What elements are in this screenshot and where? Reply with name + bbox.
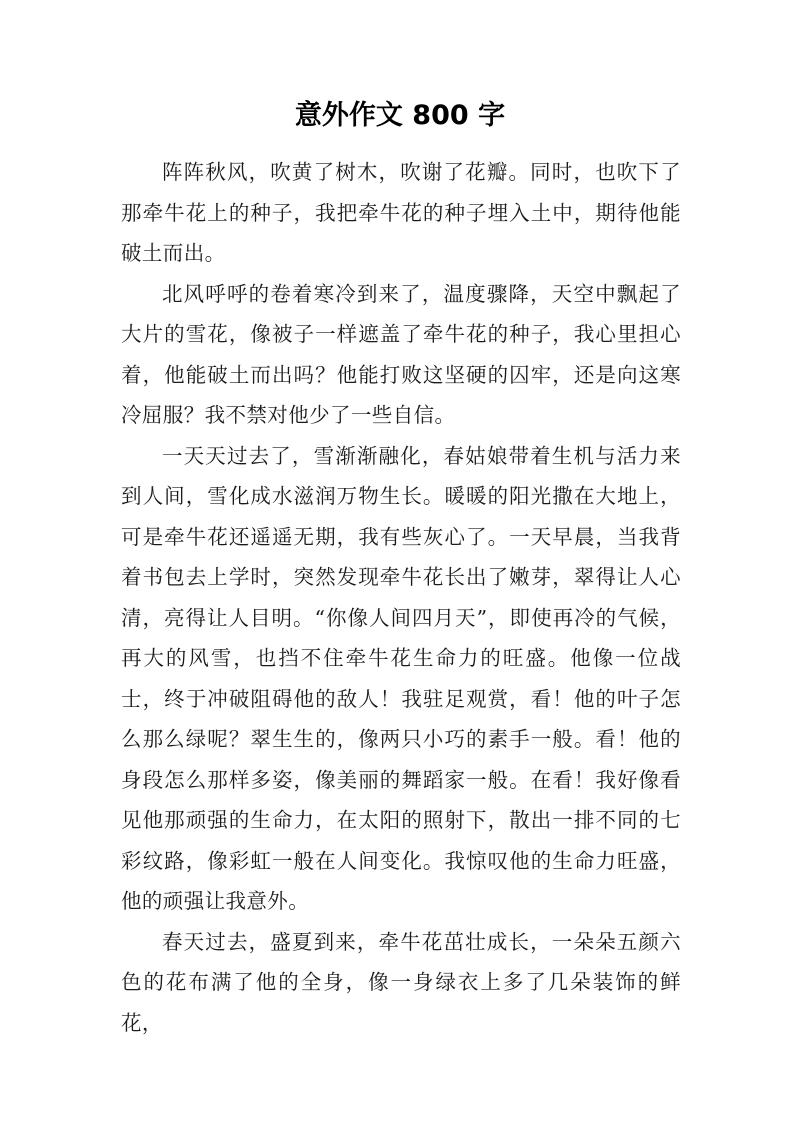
document-title: 意外作文 800 字 <box>294 100 506 131</box>
paragraph: 一天天过去了，雪渐渐融化，春姑娘带着生机与活力来到人间，雪化成水滋润万物生长。暖暖的阳光撒在大地上，可是牵牛花还遥遥无期，我有些灰心了。一天早晨，当我背着书包去上学时，突然发现牵牛花长出了嫩芽，翠得让人心清，亮得让人目明。“你像人间四月天”，即使再冷的气候，再大的风雪，也挡不住牵牛花生命力的旺盛。他像一位战士，终于冲破阻碍他的敌人！我驻足观赏，看！他的叶子怎么那么绿呢？翠生生的，像两只小巧的素手一般。看！他的身段怎么那样多姿，像美丽的舞蹈家一般。在看！我好像看见他那顽强的生命力，在太阳的照射下，散出一排不同的七彩纹路，像彩虹一般在人间变化。我惊叹他的生命力旺盛，他的顽强让我意外。 <box>121 443 681 913</box>
paragraph: 春天过去，盛夏到来，牵牛花茁壮成长，一朵朵五颜六色的花布满了他的全身，像一身绿衣上多了几朵装饰的鲜花， <box>121 929 681 1035</box>
paragraph: 北风呼呼的卷着寒冷到来了，温度骤降，天空中飘起了大片的雪花，像被子一样遮盖了牵牛花的种子，我心里担心着，他能破土而出吗？他能打败这坚硬的囚牢，还是向这寒冷屈服？我不禁对他少了一些自信。 <box>121 281 681 427</box>
paragraph: 阵阵秋风，吹黄了树木，吹谢了花瓣。同时，也吹下了那牵牛花上的种子，我把牵牛花的种子埋入土中，期待他能破土而出。 <box>121 160 681 265</box>
document-body <box>121 152 681 1043</box>
